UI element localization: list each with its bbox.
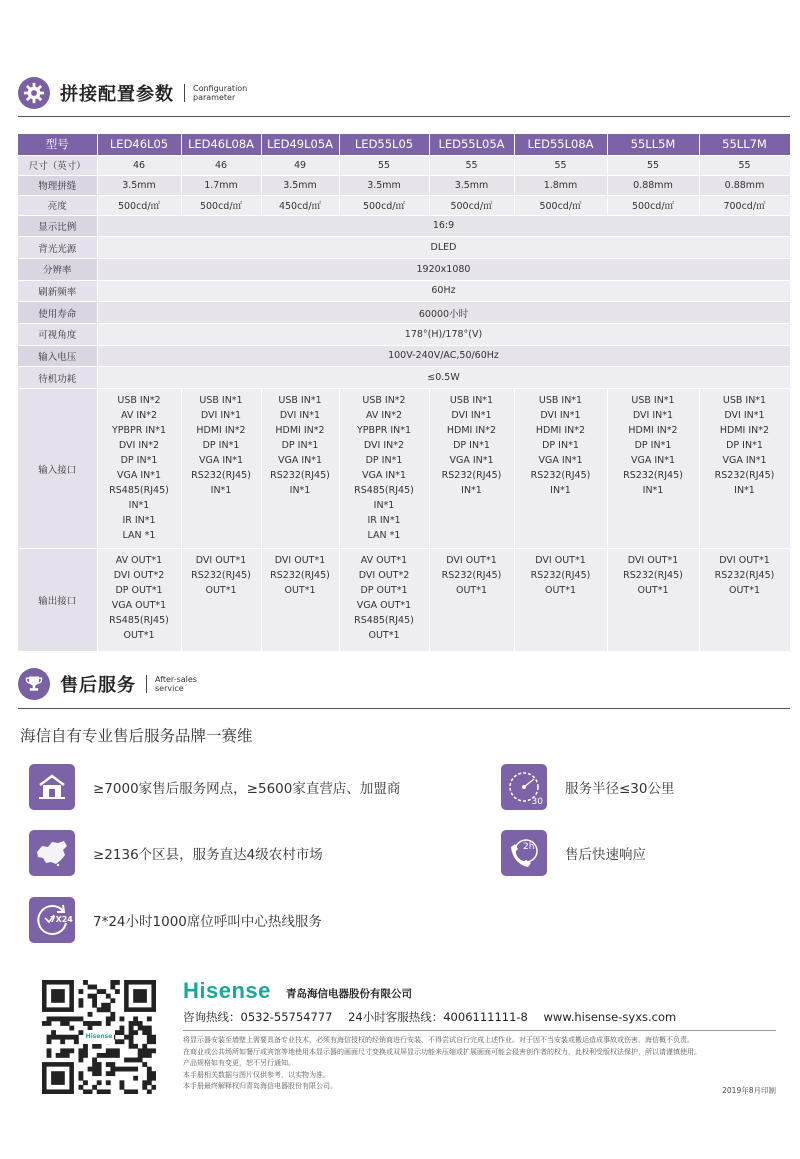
clock-7x24-icon [29, 897, 75, 943]
table-row [18, 215, 790, 237]
header-model: LED46L08A [181, 134, 261, 155]
table-row [18, 367, 790, 389]
table-cell: 3.5mm [339, 175, 429, 195]
table-cell: 55 [699, 155, 790, 175]
table-cell: 3.5mm [261, 175, 339, 195]
table-cell-shared: 16:9 [97, 215, 790, 237]
row-label: 背光光源 [18, 237, 97, 259]
radius-30-icon [501, 764, 547, 810]
port-cell [97, 389, 181, 549]
feature-text: ≥7000家售后服务网点，≥5600家直营店、加盟商 [93, 781, 401, 797]
header-model-label: 型号 [18, 134, 97, 155]
port-cell [181, 549, 261, 652]
table-header-row [18, 134, 790, 155]
port-cell [181, 389, 261, 549]
table-cell: 46 [97, 155, 181, 175]
table-cell: 0.88mm [699, 175, 790, 195]
service-section-header [18, 668, 225, 700]
footer-rule [183, 1030, 776, 1031]
port-list: DVI OUT*1 RS232(RJ45) OUT*1 [530, 555, 591, 596]
port-cell [339, 389, 429, 549]
table-row [18, 280, 790, 302]
row-label: 输入接口 [18, 389, 97, 549]
table-cell: 55 [607, 155, 699, 175]
row-label: 刷新频率 [18, 280, 97, 302]
table-cell: 3.5mm [97, 175, 181, 195]
storefront-icon [29, 764, 75, 810]
port-list: AV OUT*1 DVI OUT*2 DP OUT*1 VGA OUT*1 RS485(RJ45) OUT*1 [109, 555, 169, 641]
table-cell: 55 [429, 155, 514, 175]
title-divider [184, 84, 185, 102]
config-section-en: Configuration parameter [193, 84, 248, 102]
row-label: 输入电压 [18, 345, 97, 367]
company-name: 青岛海信电器股份有限公司 [286, 988, 412, 1000]
port-list: DVI OUT*1 RS232(RJ45) OUT*1 [441, 555, 502, 596]
config-section-header [18, 77, 263, 109]
table-cell: 500cd/㎡ [181, 195, 261, 215]
table-cell-shared: 100V-240V/AC,50/60Hz [97, 345, 790, 367]
port-cell [514, 549, 607, 652]
radius-badge: 30 [531, 797, 543, 807]
port-list: USB IN*1 DVI IN*1 HDMI IN*2 DP IN*1 VGA IN*1 RS232(RJ45) IN*1 [530, 395, 591, 496]
table-cell-shared: ≤0.5W [97, 367, 790, 389]
port-cell [429, 549, 514, 652]
row-label: 尺寸（英寸） [18, 155, 97, 175]
gear-icon [18, 77, 50, 109]
service-section-title: 售后服务 [60, 675, 136, 696]
table-row [18, 345, 790, 367]
port-cell [97, 549, 181, 652]
port-list: USB IN*2 AV IN*2 YPBPR IN*1 DVI IN*2 DP IN*1 VGA IN*1 RS485(RJ45) IN*1 IR IN*1 LAN *1 [354, 395, 414, 541]
port-list: USB IN*1 DVI IN*1 HDMI IN*2 DP IN*1 VGA IN*1 RS232(RJ45) IN*1 [441, 395, 502, 496]
port-cell [261, 389, 339, 549]
port-list: USB IN*2 AV IN*2 YPBPR IN*1 DVI IN*2 DP IN*1 VGA IN*1 RS485(RJ45) IN*1 IR IN*1 LAN *1 [109, 395, 169, 541]
header-model: 55LL5M [607, 134, 699, 155]
table-cell: 55 [514, 155, 607, 175]
feature-text: 7*24小时1000席位呼叫中心热线服务 [93, 914, 322, 930]
table-cell: 55 [339, 155, 429, 175]
contact-line [183, 1009, 688, 1025]
print-date: 2019年8月印制 [722, 1086, 776, 1095]
port-cell [429, 389, 514, 549]
table-row [18, 258, 790, 280]
header-model: LED55L08A [514, 134, 607, 155]
feature-text: ≥2136个区县，服务直达4级农村市场 [93, 847, 323, 863]
table-cell: 46 [181, 155, 261, 175]
title-divider [146, 675, 147, 693]
row-label: 可视角度 [18, 323, 97, 345]
port-cell [339, 549, 429, 652]
feature-fast-response [501, 830, 646, 876]
feature-service-network [29, 764, 400, 810]
service-brand-line: 海信自有专业售后服务品牌一赛维 [20, 727, 253, 745]
table-row [18, 302, 790, 324]
call-center-badge: 7X24 [50, 915, 73, 924]
table-row [18, 323, 790, 345]
port-cell [261, 549, 339, 652]
fine-print: 将显示器安装至墙壁上需要具备专业技术，必须有海信授权的经销商进行安装，不得尝试自行完成上述作业。对于因不当安装或搬运造成事故或伤害，海信概不负责。 在商业或公共场所如餐厅或宾馆等地使用本显示器的画面尺寸变换或双屏显示功能来压缩或扩展画面可能会侵害创作者的权力，此权利受版权法保护，所以请谨慎使用。 产品规格如有变更，恕不另行通知。 本手册相关数据与图片仅供参考，以实物为准。 本手册最终解释权归青岛海信电器股份有限公司。 [183, 1036, 701, 1090]
response-badge: 2h [523, 842, 535, 852]
feature-service-radius [501, 764, 675, 810]
row-label: 亮度 [18, 195, 97, 215]
trophy-icon [18, 668, 50, 700]
table-cell: 500cd/㎡ [607, 195, 699, 215]
table-cell: 0.88mm [607, 175, 699, 195]
table-cell: 49 [261, 155, 339, 175]
row-label: 使用寿命 [18, 302, 97, 324]
header-model: LED55L05A [429, 134, 514, 155]
port-cell [514, 389, 607, 549]
port-list: USB IN*1 DVI IN*1 HDMI IN*2 DP IN*1 VGA IN*1 RS232(RJ45) IN*1 [623, 395, 683, 496]
china-map-icon [29, 830, 75, 876]
port-list: DVI OUT*1 RS232(RJ45) OUT*1 [623, 555, 683, 596]
port-list: DVI OUT*1 RS232(RJ45) OUT*1 [714, 555, 775, 596]
table-cell: 500cd/㎡ [429, 195, 514, 215]
config-rule [18, 116, 790, 117]
table-cell: 3.5mm [429, 175, 514, 195]
port-list: DVI OUT*1 RS232(RJ45) OUT*1 [191, 555, 251, 596]
table-row [18, 549, 790, 652]
feature-text: 售后快速响应 [565, 847, 646, 863]
phone-2h-icon [501, 830, 547, 876]
port-list: USB IN*1 DVI IN*1 HDMI IN*2 DP IN*1 VGA IN*1 RS232(RJ45) IN*1 [714, 395, 775, 496]
header-model: LED49L05A [261, 134, 339, 155]
table-cell: 500cd/㎡ [97, 195, 181, 215]
table-cell-shared: 60Hz [97, 280, 790, 302]
feature-rural-coverage [29, 830, 323, 876]
table-cell: 500cd/㎡ [514, 195, 607, 215]
table-row [18, 155, 790, 175]
table-cell-shared: 178°(H)/178°(V) [97, 323, 790, 345]
feature-call-center [29, 897, 322, 943]
hotline: 咨询热线：0532-55754777 [183, 1010, 333, 1024]
table-cell: 450cd/㎡ [261, 195, 339, 215]
row-label: 物理拼缝 [18, 175, 97, 195]
port-list: DVI OUT*1 RS232(RJ45) OUT*1 [270, 555, 330, 596]
table-cell-shared: DLED [97, 237, 790, 259]
feature-text: 服务半径≤30公里 [565, 781, 675, 797]
table-cell: 1.8mm [514, 175, 607, 195]
port-cell [699, 389, 790, 549]
row-label: 分辨率 [18, 258, 97, 280]
table-cell-shared: 60000小时 [97, 302, 790, 324]
table-cell: 700cd/㎡ [699, 195, 790, 215]
spec-table [18, 134, 791, 652]
table-cell-shared: 1920x1080 [97, 258, 790, 280]
service-section-en: After-sales service [155, 675, 197, 693]
port-cell [699, 549, 790, 652]
service-hotline: 24小时客服热线：4006111111-8 [348, 1010, 528, 1024]
config-section-title: 拼接配置参数 [60, 84, 174, 105]
website-link[interactable]: www.hisense-syxs.com [543, 1010, 677, 1024]
row-label: 输出接口 [18, 549, 97, 652]
port-cell [607, 549, 699, 652]
qr-code [42, 980, 156, 1094]
port-list: USB IN*1 DVI IN*1 HDMI IN*2 DP IN*1 VGA IN*1 RS232(RJ45) IN*1 [191, 395, 251, 496]
table-row [18, 175, 790, 195]
table-row [18, 237, 790, 259]
service-rule [18, 708, 790, 709]
hisense-logo: Hisense [183, 978, 271, 1003]
header-model: LED55L05 [339, 134, 429, 155]
table-row [18, 389, 790, 549]
header-model: 55LL7M [699, 134, 790, 155]
port-list: AV OUT*1 DVI OUT*2 DP OUT*1 VGA OUT*1 RS485(RJ45) OUT*1 [354, 555, 414, 641]
table-cell: 500cd/㎡ [339, 195, 429, 215]
row-label: 待机功耗 [18, 367, 97, 389]
port-list: USB IN*1 DVI IN*1 HDMI IN*2 DP IN*1 VGA IN*1 RS232(RJ45) IN*1 [270, 395, 330, 496]
row-label: 显示比例 [18, 215, 97, 237]
port-cell [607, 389, 699, 549]
table-row [18, 195, 790, 215]
table-cell: 1.7mm [181, 175, 261, 195]
qr-logo-label: Hisense [84, 1030, 114, 1044]
header-model: LED46L05 [97, 134, 181, 155]
